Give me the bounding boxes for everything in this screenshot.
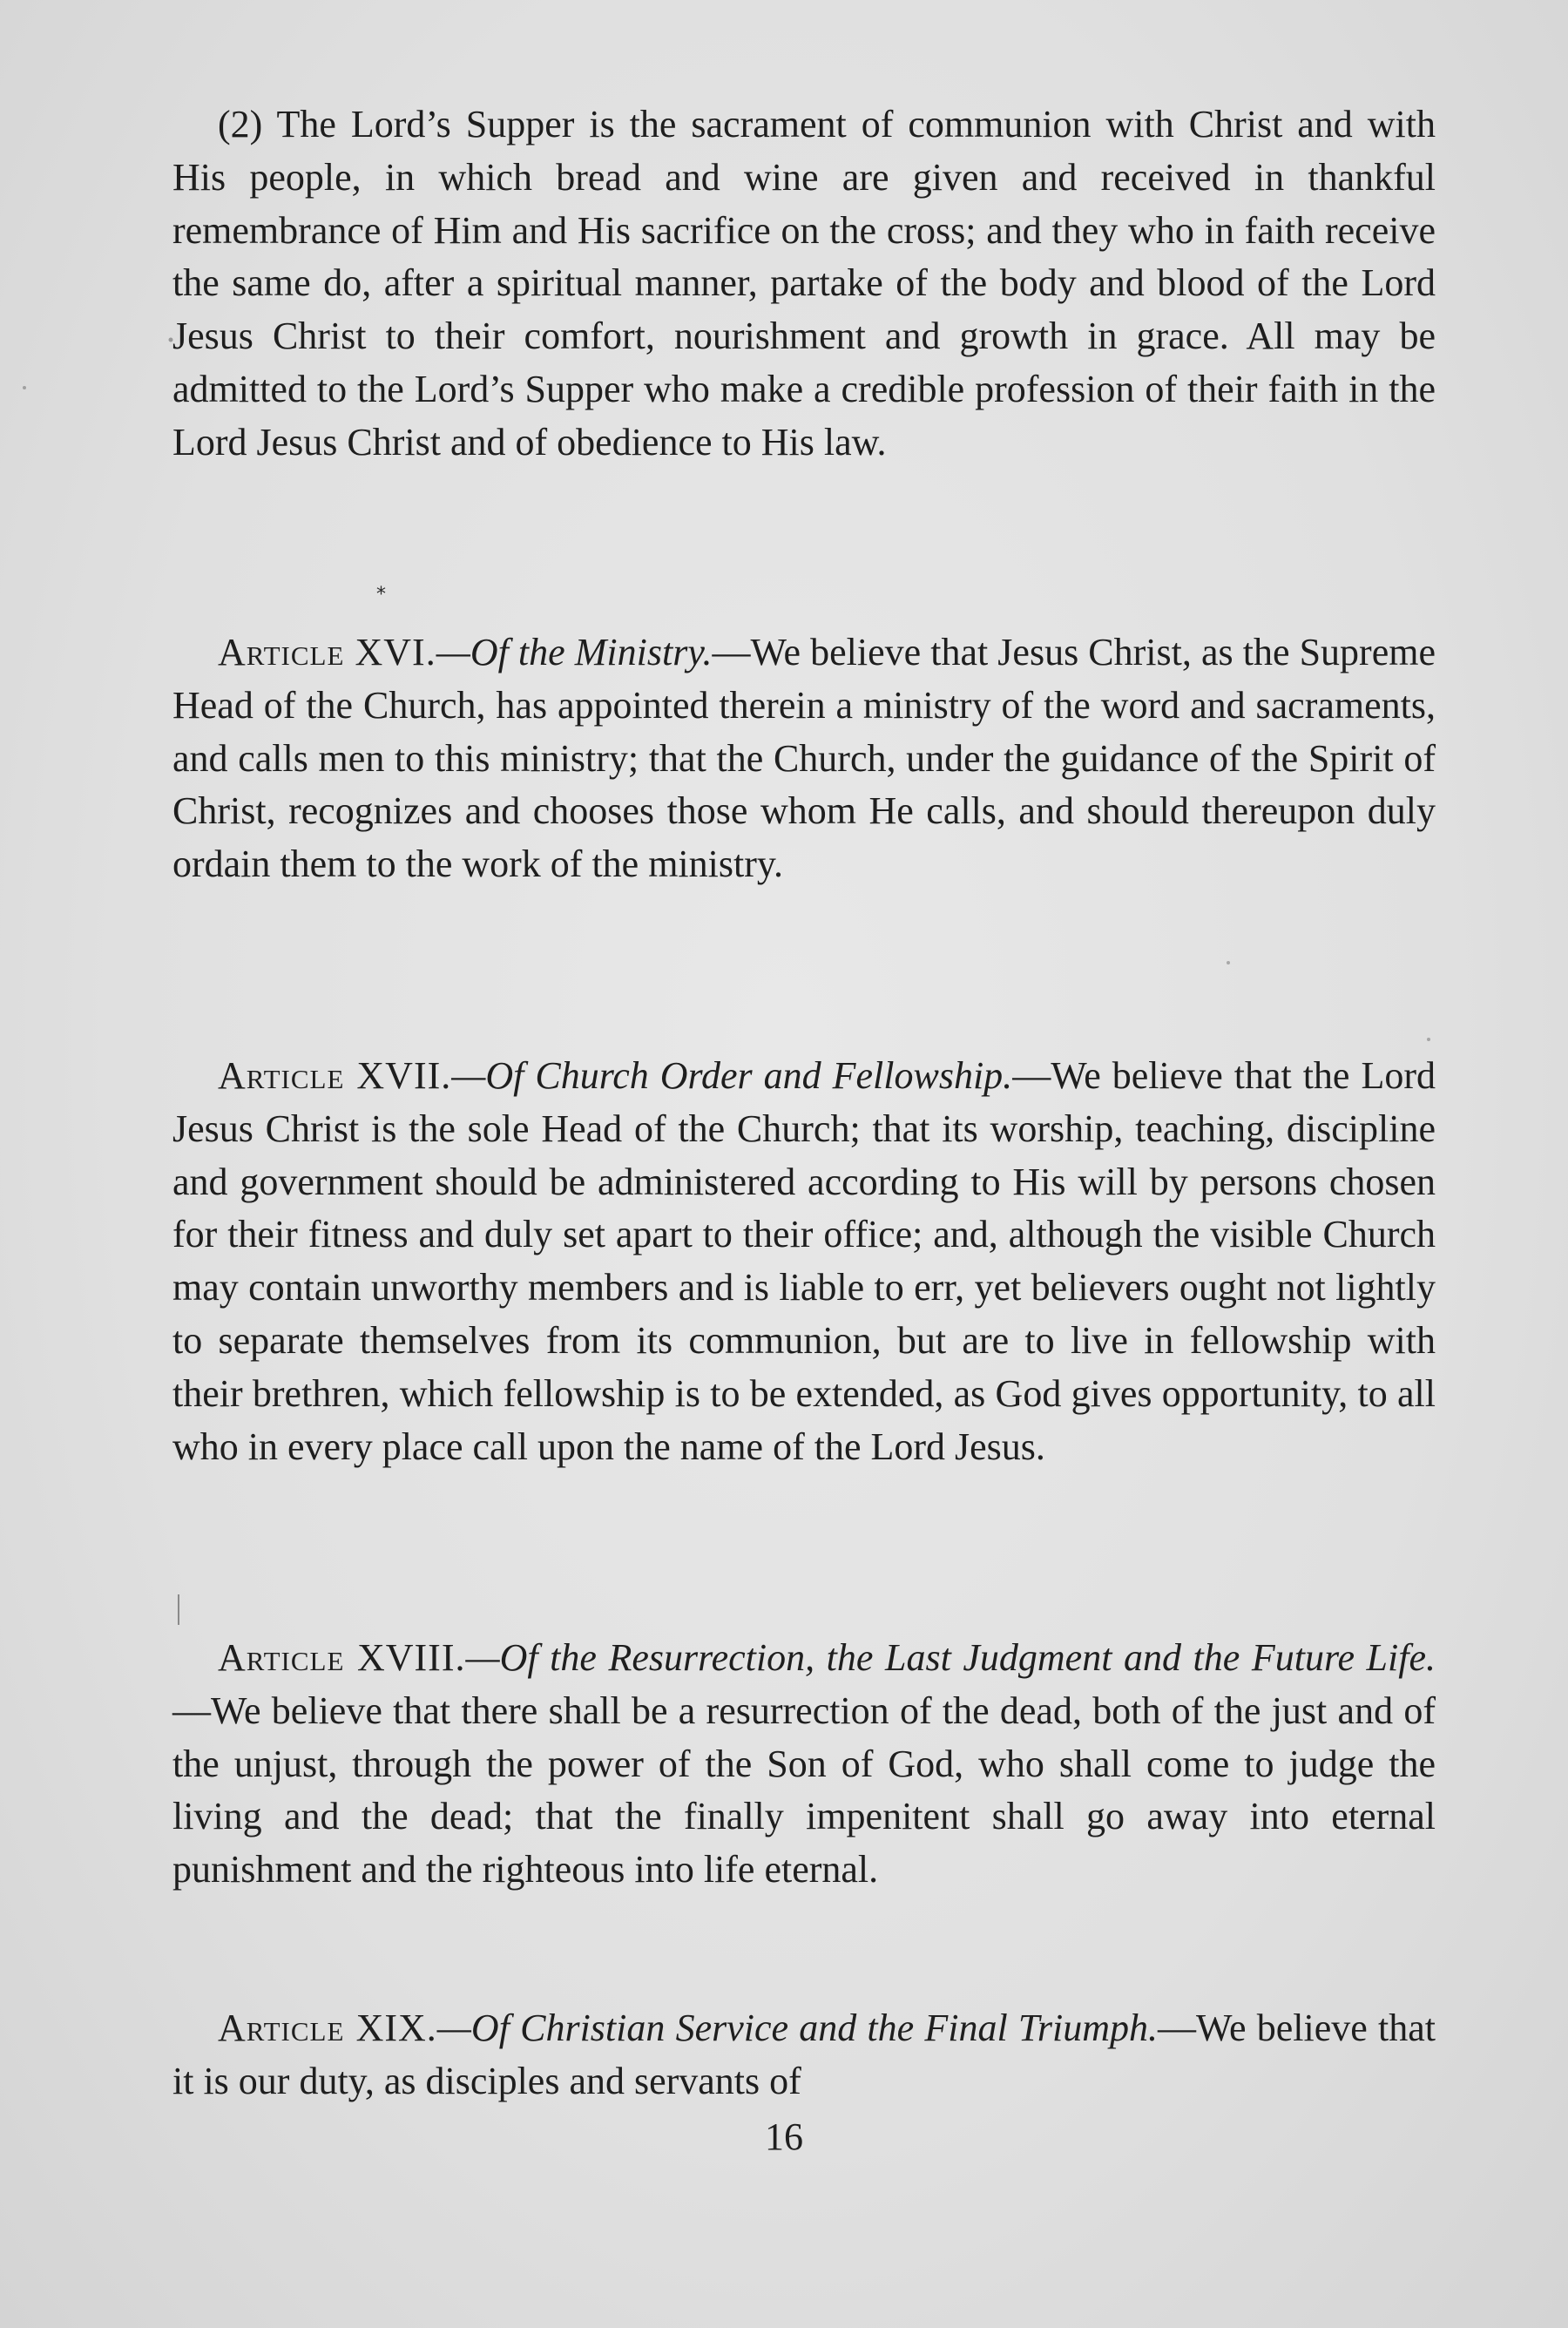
article-xvii-paragraph: [172, 1050, 1436, 1473]
article-xix-label: Article XIX.: [218, 2007, 437, 2049]
separator-mark: *: [376, 584, 386, 606]
article-xvii-title: —Of Church Order and Fellowship.: [451, 1054, 1013, 1097]
article-xvi-paragraph: [172, 626, 1436, 891]
article-xvi-body: —We believe that Jesus Christ, as the Supreme Head of the Church, has appointed therein a ministry of the word and sacraments, and calls men to this ministry; that the Church, under the guidance of the Spirit of Christ, recognizes and chooses those whom He calls, and should thereupon duly ordain them to the work of the ministry.: [172, 631, 1436, 886]
page-number: 16: [765, 2115, 803, 2158]
article-xviii-label: Article XVIII.: [218, 1636, 466, 1679]
article-xix-body: —We believe that it is our duty, as disciples and servants of: [172, 2007, 1436, 2102]
lords-supper-paragraph: [172, 98, 1436, 470]
article-xviii-body: —We believe that there shall be a resurrection of the dead, both of the just and of the unjust, through the power of the Son of God, who shall come to judge the living and the dead; that the finally impenitent shall go away into eternal punishment and the righteous into life eternal.: [172, 1688, 1436, 1892]
article-xviii-title: —Of the Resurrection, the Last Judgment and the Future Life.: [465, 1636, 1436, 1679]
article-xvi-label: Article XVI.: [218, 631, 436, 673]
article-xix-title: —Of Christian Service and the Final Triumph.: [436, 2007, 1159, 2049]
article-xix-paragraph: [172, 2002, 1436, 2108]
article-xviii-paragraph: [172, 1632, 1436, 1897]
article-xvii-label: Article XVII.: [218, 1054, 452, 1097]
article-xvi-title: —Of the Ministry.: [436, 631, 713, 673]
lords-supper-text: (2) The Lord’s Supper is the sacrament of communion with Christ and with His people, in which bread and wine are given and received in thankful remembrance of Him and His sacrifice on the cross; and they who in faith receive the same do, after a spiritual manner, partake of the body and blood of the Lord Jesus Christ to their comfort, nourishment and growth in grace. All may be admitted to the Lord’s Supper who make a credible profession of their faith in the Lord Jesus Christ and of obedience to His law.: [172, 103, 1436, 464]
article-xvii-body: —We believe that the Lord Jesus Christ is the sole Head of the Church; that its worship, teaching, discipline and government should be administered according to His will by persons chosen for their fitness and duly set apart to their office; and, although the visible Church may contain unworthy members and is liable to err, yet believers ought not lightly to separate themselves from its communion, but are to live in fellowship with their brethren, which fellowship is to be extended, as God gives opportunity, to all who in every place call upon the name of the Lord Jesus.: [172, 1054, 1436, 1468]
